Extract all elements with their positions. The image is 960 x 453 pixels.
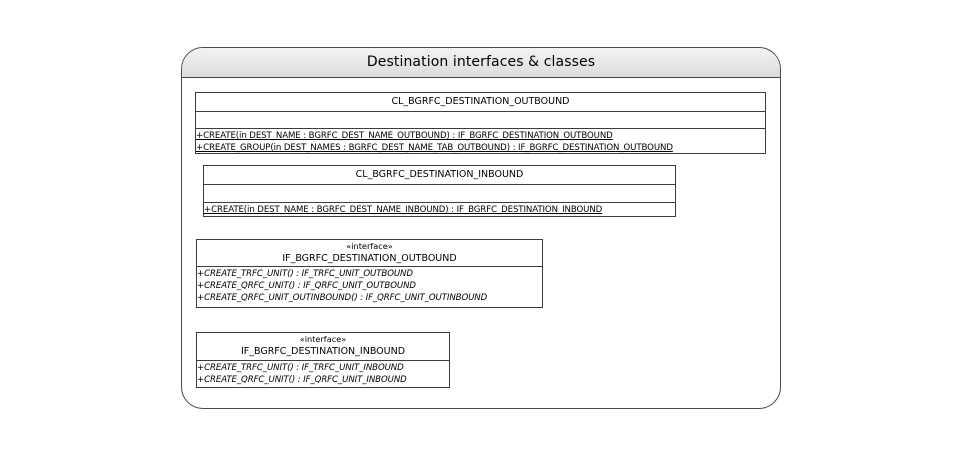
operation: +CREATE_QRFC_UNIT() : IF_QRFC_UNIT_OUTBOUND	[197, 281, 416, 291]
interface-operations	[197, 267, 542, 304]
interface-operations	[197, 361, 449, 386]
interface-name: IF_BGRFC_DESTINATION_INBOUND	[240, 346, 406, 357]
class-name: CL_BGRFC_DESTINATION_INBOUND	[204, 166, 675, 185]
class-cl-bgrfc-destination-outbound	[195, 92, 766, 154]
operation: +CREATE_QRFC_UNIT() : IF_QRFC_UNIT_INBOUND	[197, 375, 407, 385]
operation: +CREATE_QRFC_UNIT_OUTINBOUND() : IF_QRFC_UNIT_OUTINBOUND	[197, 293, 488, 303]
stereotype-label: «interface»	[299, 334, 347, 344]
class-cl-bgrfc-destination-inbound	[203, 165, 676, 217]
interface-header	[197, 240, 542, 267]
class-operations	[196, 129, 765, 154]
class-attributes	[204, 185, 675, 203]
operation: +CREATE_TRFC_UNIT() : IF_TRFC_UNIT_OUTBOUND	[197, 269, 413, 279]
interface-header	[197, 333, 449, 361]
class-name: CL_BGRFC_DESTINATION_OUTBOUND	[196, 93, 765, 112]
operation: +CREATE_TRFC_UNIT() : IF_TRFC_UNIT_INBOUND	[197, 363, 404, 373]
package-title: Destination interfaces & classes	[182, 48, 780, 78]
class-operations	[204, 203, 675, 216]
operation: +CREATE(in DEST_NAME : BGRFC_DEST_NAME_INBOUND) : IF_BGRFC_DESTINATION_INBOUND	[204, 205, 603, 215]
stereotype-label: «interface»	[346, 241, 393, 251]
interface-if-bgrfc-destination-inbound	[196, 332, 450, 388]
class-attributes	[196, 112, 765, 129]
operation: +CREATE_GROUP(in DEST_NAMES : BGRFC_DEST_NAME_TAB_OUTBOUND) : IF_BGRFC_DESTINATION_OUTBOUND	[196, 143, 673, 153]
interface-name: IF_BGRFC_DESTINATION_OUTBOUND	[282, 253, 457, 264]
interface-if-bgrfc-destination-outbound	[196, 239, 543, 308]
operation: +CREATE(in DEST_NAME : BGRFC_DEST_NAME_OUTBOUND) : IF_BGRFC_DESTINATION_OUTBOUND	[196, 131, 613, 141]
